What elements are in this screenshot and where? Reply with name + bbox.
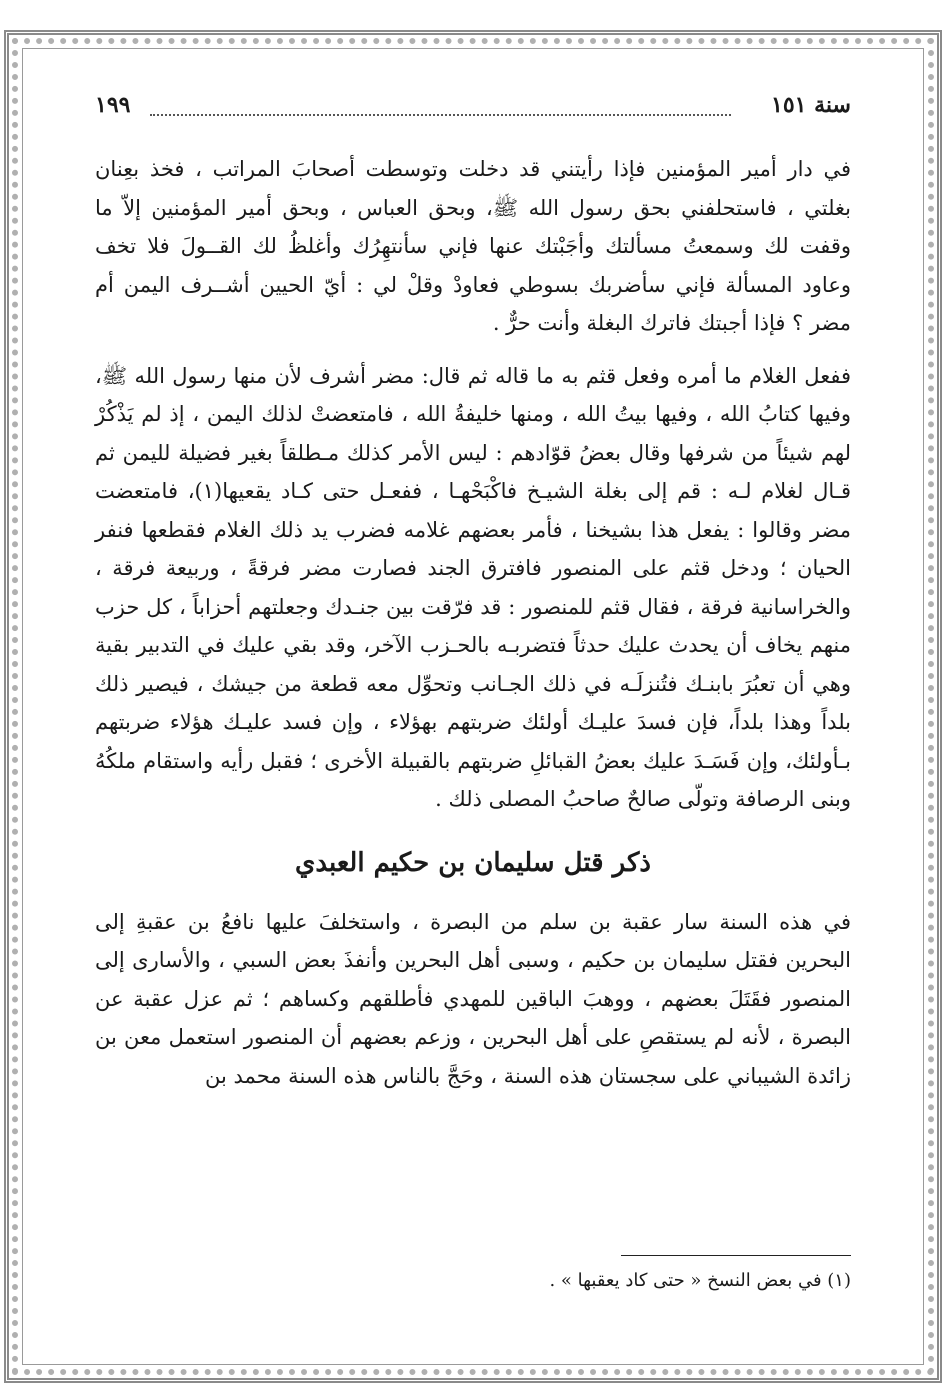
body-paragraph: في دار أمير المؤمنين فإذا رأيتني قد دخلت وتوسطت أصحابَ المراتب ، فخذ بعِنان بغلتي ، فاستحلفني بحق رسول الله ﷺ، وبحق العباس ، وبحق أمير المؤمنين إلاّ ما وقفت لك وسمعتُ مسألتك وأجَبْتك عنها فإني سأنتهِرُك وأغلظُ لك القــولَ فلا تخف وعاود المسألة فإني سأضربك بسوطي فعاودْ وقلْ لي : أيّ الحيين أشــرف اليمن أم مضر ؟ فإذا أجبتك فاترك البغلة وأنت حرٌّ . [95, 157, 851, 335]
body-paragraph: في هذه السنة سار عقبة بن سلم من البصرة ، واستخلفَ عليها نافعُ بن عقبةِ إلى البحرين فقتل سليمان بن حكيم ، وسبى أهل البحرين وأنفذَ بعض السبي ، والأسارى إلى المنصور فقَتَلَ بعضهم ، ووهبَ الباقين للمهدي فأطلقهم وكساهم ؛ ثم عزل عقبة عن البصرة ، لأنه لم يستقصِ على أهل البحرين ، وزعم بعضهم أن المنصور استعمل معن بن زائدة الشيباني على سجستان هذه السنة ، وحَجَّ بالناس هذه السنة محمد بن [95, 909, 851, 1088]
section-heading: ذكر قتل سليمان بن حكيم العبدي [295, 847, 651, 878]
body-paragraph: ففعل الغلام ما أمره وفعل قثم به ما قاله ثم قال: مضر أشرف لأن منها رسول الله ﷺ، وفيها كتابُ الله ، وفيها بيتُ الله ، ومنها خليفةُ الله ، فامتعضتْ لذلك اليمن ، إذ لم يَذْكُرْ لهم شيئاً من شرفها وقال بعضُ قوّادهم : ليس الأمر كذلك مـطلقاً بغير فضيلة لليمن ثم قـال لغلام لـه : قم إلى بغلة الشيـخ فاكْبَحْهـا ، ففعـل حتى كـاد يقعيها(١)، فامتعضت مضر وقالوا : يفعل هذا بشيخنا ، فأمر بعضهم غلامه فضرب يد ذلك الغلام فقطعها فنفر الحيان ؛ ودخل قثم على المنصور فافترق الجند فصارت مضر فرقةً ، وربيعة فرقة ، والخراسانية فرقة ، فقال قثم للمنصور : قد فرّقت بين جنـدك وجعلتهم أحزاباً ، كل حزب منهم يخاف أن يحدث عليك حدثاً فتضربـه بالحـزب الآخر، وقد بقي عليك في التدبير بقية وهي أن تعبُرَ بابنـك فتُنزلَـه في ذلك الجـانب وتحوِّل معه قطعة من جيشك ، فيصير ذلك بلداً وهذا بلداً، فإن فسدَ عليـك أولئك ضربتهم بهؤلاء ، وإن فسد عليـك هؤلاء ضربتهم بـأولئك، وإن فَسَـدَ عليك بعضُ القبائلِ ضربتهم بالقبيلة الأخرى ؛ فقبل رأيه واستقام ملكُهُ وبنى الرصافة وتولّى صالحٌ صاحبُ المصلى ذلك . [95, 363, 851, 811]
footnote: (١) في بعض النسخ « حتى كاد يعقبها » . [549, 1270, 851, 1291]
running-header [95, 92, 851, 128]
header-dotted-leader [150, 114, 731, 116]
header-section-title: سنة ١٥١ [771, 92, 851, 118]
page-body [95, 150, 851, 1095]
page-number: ١٩٩ [95, 92, 131, 118]
footnote-divider [621, 1255, 851, 1256]
